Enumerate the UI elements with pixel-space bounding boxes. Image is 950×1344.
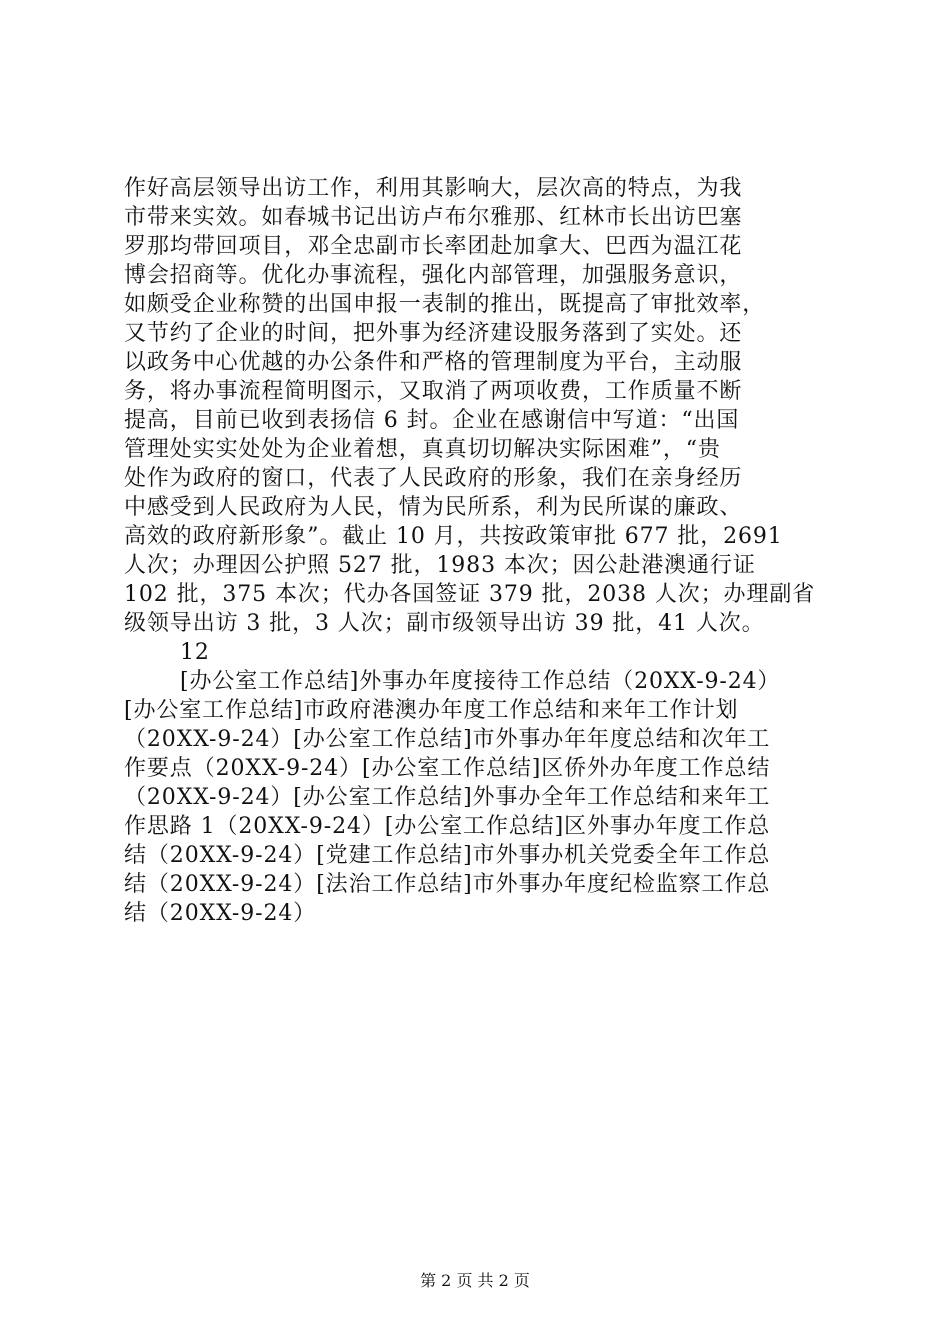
text-line: 提高，目前已收到表扬信 6 封。企业在感谢信中写道：“出国 (124, 408, 740, 433)
text-line: 人次；办理因公护照 527 批，1983 本次；因公赴港澳通行证 (124, 553, 756, 578)
related-link[interactable]: 结（20XX-9-24）[党建工作总结]市外事办机关党委全年工作总 (124, 843, 771, 868)
related-link[interactable]: 作要点（20XX-9-24）[办公室工作总结]区侨外办年度工作总结 (124, 756, 771, 781)
related-link[interactable]: 作思路 1（20XX-9-24）[办公室工作总结]区外事办年度工作总 (124, 814, 771, 839)
related-link[interactable]: [办公室工作总结]市政府港澳办年度工作总结和来年工作计划 (124, 698, 739, 723)
text-line: 高效的政府新形象”。截止 10 月，共按政策审批 677 批，2691 (124, 524, 783, 549)
text-line: 管理处实实处处为企业着想，真真切切解决实际困难”，“贵 (124, 437, 721, 462)
document-body (124, 174, 834, 928)
text-line: 以政务中心优越的办公条件和严格的管理制度为平台，主动服 (124, 350, 743, 375)
related-link[interactable]: 结（20XX-9-24） (124, 901, 317, 926)
related-link[interactable]: （20XX-9-24）[办公室工作总结]外事办全年工作总结和来年工 (124, 785, 771, 810)
page-number-marker: 12 (180, 640, 210, 665)
related-link[interactable]: （20XX-9-24）[办公室工作总结]市外事办年年度总结和次年工 (124, 727, 771, 752)
text-line: 作好高层领导出访工作，利用其影响大，层次高的特点，为我 (124, 176, 743, 201)
related-link[interactable]: 结（20XX-9-24）[法治工作总结]市外事办年度纪检监察工作总 (124, 872, 771, 897)
text-line: 市带来实效。如春城书记出访卢布尔雅那、红林市长出访巴塞 (124, 205, 743, 230)
related-link[interactable]: [办公室工作总结]外事办年度接待工作总结（20XX-9-24） (180, 669, 781, 694)
text-line: 务，将办事流程简明图示，又取消了两项收费，工作质量不断 (124, 379, 743, 404)
text-line: 又节约了企业的时间，把外事为经济建设服务落到了实处。还 (124, 321, 743, 346)
text-line: 处作为政府的窗口，代表了人民政府的形象，我们在亲身经历 (124, 466, 743, 491)
text-line: 102 批，375 本次；代办各国签证 379 批，2038 人次；办理副省 (124, 582, 816, 607)
text-line: 级领导出访 3 批，3 人次；副市级领导出访 39 批，41 人次。 (124, 611, 765, 636)
text-line: 中感受到人民政府为人民，情为民所系，利为民所谋的廉政、 (124, 495, 743, 520)
text-line: 如颇受企业称赞的出国申报一表制的推出，既提高了审批效率， (124, 292, 766, 317)
page-footer: 第 2 页 共 2 页 (420, 1271, 530, 1290)
text-line: 博会招商等。优化办事流程，强化内部管理，加强服务意识， (124, 263, 743, 288)
text-line: 罗那均带回项目，邓全忠副市长率团赴加拿大、巴西为温江花 (124, 234, 743, 259)
